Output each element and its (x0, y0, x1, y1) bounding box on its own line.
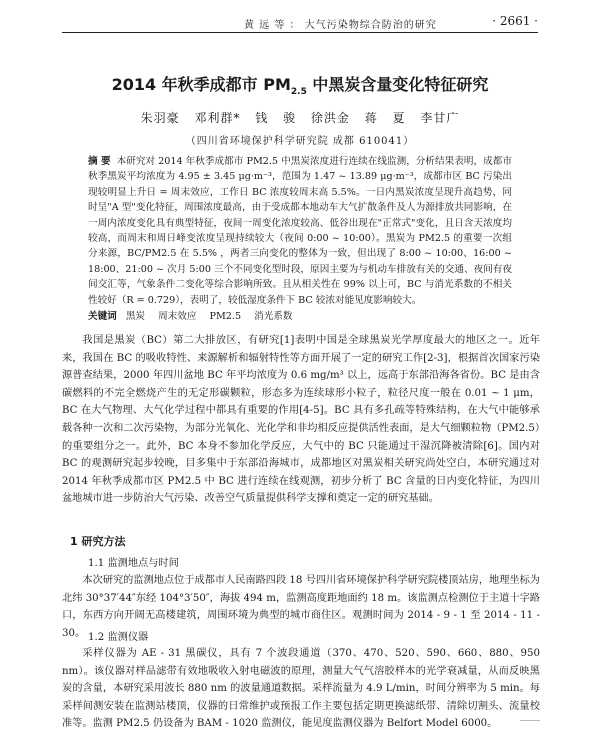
page-number: · 2661 · (492, 14, 538, 28)
abstract (88, 154, 512, 324)
intro-paragraph: 我国是黑炭（BC）第二大排放区，有研究[1]表明中国是全球黑炭光学厚度最大的地区之一。近年来，我国在 BC 的吸收特性、来源解析和辐射特性等方面开展了一定的研究工作[2-3]，根据首次国家污染源普查结果，2000 年四川盆地 BC 年平均浓度为 0.6 mg/m³ 以上，远高于东部沿海各省份。BC 是由含碳燃料的不完全燃烧产生的无定形碳颗粒，形态多为连续球形小粒子，粒径尺度一般在 0.01 ~ 1 μm，BC 在大气物理、大气化学过程中都具有重要的作用[4-5]。BC 具有多孔疏等特殊结构，在大气中能够承载各种一次和二次污染物，为部分光氧化、光化学和非均相反应提供活性表面，是大气细颗粒物（PM2.5）的重要组分之一。此外，BC 本身不参加化学反应，大气中的 BC 只能通过干湿沉降被清除[6]。国内对 BC 的观测研究起步较晚，目多集中于东部沿海城市，成都地区对黑炭相关研究尚处空白，本研究通过对 2014 年秋季成都市区 PM2.5 中 BC 进行连续在线观测，初步分析了 BC 含量的日内变化特征，为四川盆地城市进一步防治大气污染、改善空气质量提供科学支撑和奠定一定的研究基础。 (62, 335, 540, 505)
abstract-label: 摘 要 (88, 156, 111, 167)
title-rest: 中黑炭含量变化特征研究 (306, 75, 489, 94)
section-heading: 1 研究方法 (70, 535, 126, 548)
keywords-label: 关键词 (88, 311, 117, 323)
running-header (62, 14, 538, 33)
paper-title (0, 72, 600, 97)
subsection-heading: 1.1 监测地点与时间 (88, 558, 179, 569)
keyword: PM2.5 (209, 311, 242, 323)
abstract-text: 本研究对 2014 年秋季成都市 PM2.5 中黑炭浓度进行连续在线监测，分析结果表明，成都市秋季黑炭平均浓度为 4.95 ± 3.45 μg·m⁻³，范围为 1.47 ~ 13.89 μg·m⁻³，成都市区 BC 污染出现较明显上升日 = 周末效应，工作日 BC 浓度较周末高 5.5%。一日内黑炭浓度呈现升高趋势，同时呈"A 型"变化特征，周围浓度最高，由于受成都本地动车大气扩散条件及人为源排放共同影响，在一周内浓度变化具有典型特征，夜间一周变化浓度较高、低谷出现在"正常式"变化，且日含天浓度均较高，而周末和周日峰变浓度呈现持续较大（夜间 0:00 ~ 10:00）。黑炭为 PM2.5 的重要一次组分来源，BC/PM2.5 在 5.5% ，两者三向变化的整体为一致，但出现了 8:00 ~ 10:00、16:00 ~ 18:00、21:00 ~ 次月 5:00 三个不同变化型时段，原因主要为与机动车排放有关的交通、夜间有夜间交汇等，气象条件二变化等综合影响所致。且从相关性在 99% 以上可，BC 与消光系数的不相关性较好（R = 0.729），表明了，较低湿度条件下 BC 较浓对能见度影响较大。 (88, 156, 513, 306)
page-edge-rule (520, 720, 540, 721)
author-list: 朱羽豪 邓利群* 钱 骏 徐洪金 蒋 夏 李甘广 (140, 111, 460, 125)
title-subscript: 2.5 (290, 87, 307, 98)
subsection-heading: 1.2 监测仪器 (88, 632, 149, 643)
instrument-paragraph: 采样仪器为 AE - 31 黑碳仪，具有 7 个波段通道（370、470、520、590、660、880、950 nm）。该仪器对样品滤带有效地吸收入射电磁波的原理，测量大气气溶胶样本的光学衰减量，从而反映黑炭的含量，本研究采用波长 880 nm 的波量通道数据。采样流量为 4.9 L/min，时间分辨率为 5 min。每采样间测安装在监测站楼顶，仪器的日常维护或预报工作主要包括定期更换滤纸带、清除切割头、流量校准等。监测 PM2.5 仍设备为 BAM - 1020 监测仪，能见度监测仪器为 Belfort Model 6000。 (62, 648, 540, 730)
keyword: 黑炭 (125, 311, 146, 323)
title-main: 2014 年秋季成都市 PM (111, 75, 291, 94)
affiliation: （四川省环境保护科学研究院 成都 610041） (185, 136, 415, 147)
keyword: 消光系数 (254, 311, 293, 323)
journal-title: 黄 远 等 ： 大气污染物综合防治的研究 (244, 20, 437, 31)
method-paragraph: 本次研究的监测地点位于成都市人民南路四段 18 号四川省环境保护科学研究院楼顶站房，地理坐标为北纬 30°37′44″东经 104°3′50″，海拔 494 m，监测高度距地面约 18 m。该监测点检测位于主道十字路口，东西方向开阔无高楼建筑，周围环境为典型的城市商住区。观测时间为 2014 - 9 - 1 至 2014 - 11 - 30。 (62, 575, 540, 639)
abstract-paragraph (88, 154, 512, 308)
keyword: 周末效应 (158, 311, 197, 323)
keywords (88, 309, 512, 324)
